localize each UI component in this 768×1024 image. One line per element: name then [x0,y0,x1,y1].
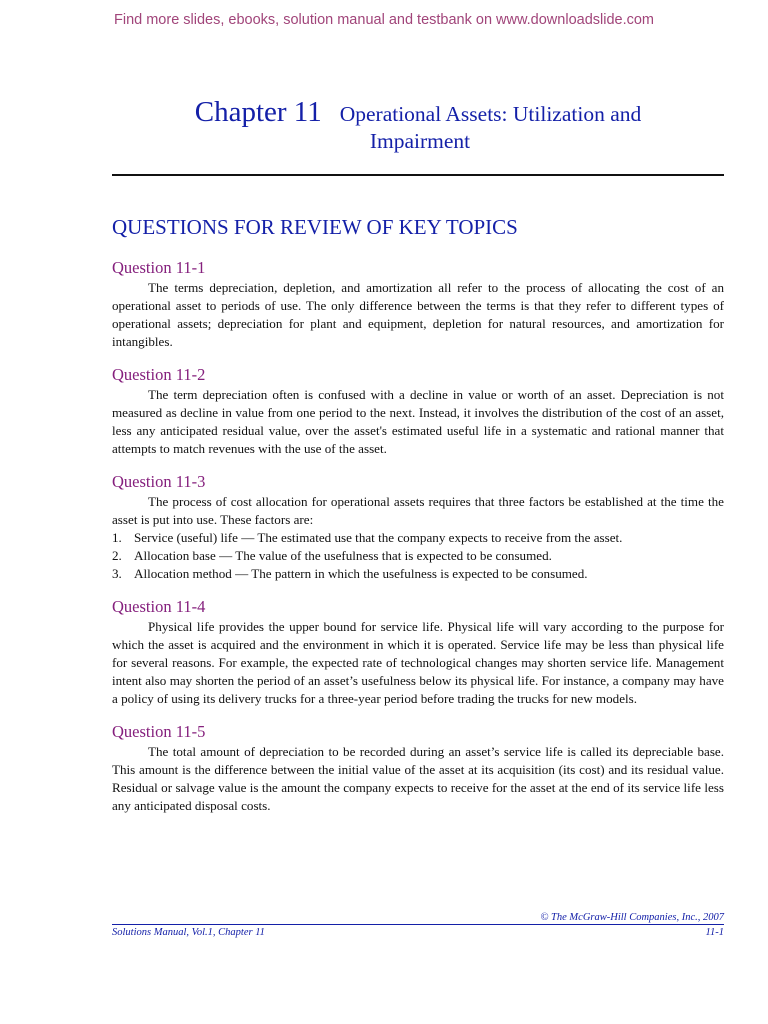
question-block-3 [112,472,724,583]
question-text: The process of cost allocation for operational assets requires that three factors be established at the time the asset is put into use. These factors are: [112,494,724,527]
question-heading: Question 11-4 [112,597,206,616]
download-banner: Find more slides, ebooks, solution manual and testbank on www.downloadslide.com [113,12,655,28]
list-item-text: Allocation method — The pattern in which the usefulness is expected to be consumed. [134,566,588,581]
list-item [112,565,724,583]
footer-divider [112,924,724,925]
list-item-text: Allocation base — The value of the usefulness that is expected to be consumed. [134,548,552,563]
chapter-subtitle-line2: Impairment [369,129,471,153]
list-item-number: 1. [112,530,122,545]
list-item-text: Service (useful) life — The estimated use that the company expects to receive from the asset. [134,530,623,545]
copyright-notice: © The McGraw-Hill Companies, Inc., 2007 [540,912,724,923]
chapter-subtitle-line1: Operational Assets: Utilization and [339,102,642,126]
question-block-5 [112,722,724,815]
page-footer [112,912,724,938]
list-item [112,547,724,565]
section-heading: QUESTIONS FOR REVIEW OF KEY TOPICS [112,215,518,239]
question-heading: Question 11-5 [112,722,206,741]
question-heading: Question 11-1 [112,258,206,277]
question-text: The total amount of depreciation to be recorded during an asset’s service life is called its depreciable base. This amount is the difference between the initial value of the asset at its acquisition (its cost) and its residual value. Residual or salvage value is the amount the company expects to receive for the asset at the end of its service life less any anticipated disposal costs. [112,744,724,813]
list-item-number: 3. [112,566,122,581]
question-heading: Question 11-3 [112,472,206,491]
chapter-title [112,96,724,154]
footer-source: Solutions Manual, Vol.1, Chapter 11 [112,927,265,938]
chapter-number: Chapter 11 [194,96,322,128]
question-text: The terms depreciation, depletion, and amortization all refer to the process of allocating the cost of an operational asset to periods of use. The only difference between the terms is that they refer to different types of operational assets; depreciation for plant and equipment, depletion for natural resources, and amortization for intangibles. [112,280,724,349]
question-block-4 [112,597,724,708]
list-item [112,529,724,547]
question-text: Physical life provides the upper bound for service life. Physical life will vary according to the purpose for which the asset is acquired and the environment in which it is operated. Service life may be less than physical life for several reasons. For example, the expected rate of technological changes may shorten service life. Management intent also may shorten the period of an asset’s usefulness below its physical life. For instance, a company may have a policy of using its delivery trucks for a three-year period before trading the trucks for new models. [112,619,724,706]
question-block-2 [112,365,724,458]
title-divider [112,174,724,176]
question-heading: Question 11-2 [112,365,206,384]
question-text: The term depreciation often is confused with a decline in value or worth of an asset. Depreciation is not measured as decline in value from one period to the next. Instead, it involves the distribution of the cost of an asset, less any anticipated residual value, over the asset's estimated useful life in a systematic and rational manner that attempts to match revenues with the use of the asset. [112,387,724,456]
factor-list [112,529,724,583]
questions-content [112,258,724,829]
question-block-1 [112,258,724,351]
list-item-number: 2. [112,548,122,563]
page-number: 11-1 [705,927,724,938]
